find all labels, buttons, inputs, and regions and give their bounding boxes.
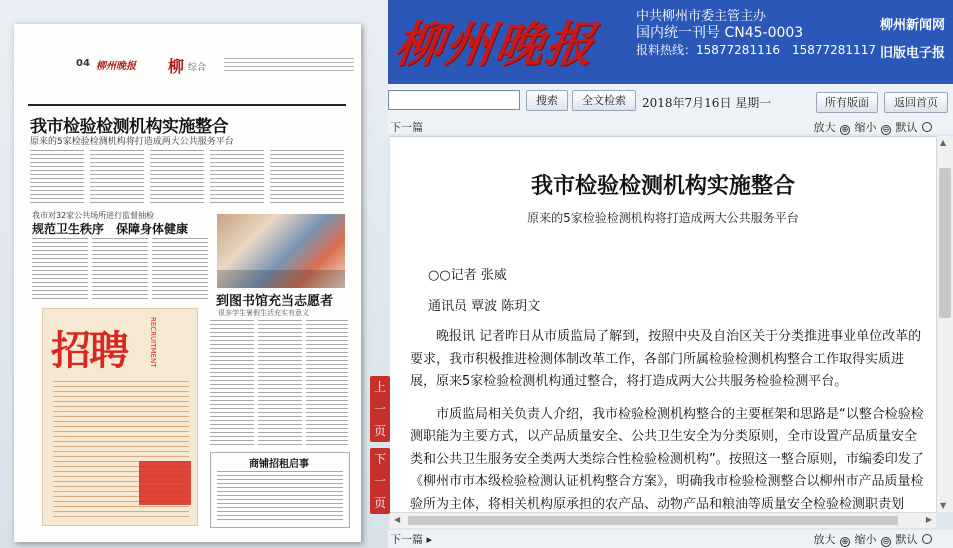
scroll-up-arrow-icon[interactable]: ▲ (940, 138, 947, 147)
recruitment-ad[interactable] (42, 308, 198, 526)
zoom-out-icon[interactable]: ⊖ (882, 537, 890, 546)
shop-rental-notice[interactable] (210, 452, 350, 528)
news-site-link[interactable]: 柳州新闻网 (879, 18, 945, 33)
article-paragraph: 晚报讯 记者昨日从市质监局了解到，按照中央及自治区关于分类推进事业单位改革的要求，我市积极推进检测体制改革工作，各部门所属检验检测机构整合工作取得实质进展，原来5家检验检测机构通过整合，将打造成两大公共服务检验检测平台。 (410, 329, 922, 389)
search-input[interactable] (388, 90, 520, 110)
thumb-text-column (306, 320, 348, 446)
zoom-out-label: 缩小 (854, 533, 877, 546)
newspaper-banner (388, 0, 953, 84)
hotline-text: 报料热线：15877281116 15877281117 (636, 43, 876, 57)
next-article-label: 下一篇 (390, 533, 423, 546)
page-rule (28, 104, 346, 106)
thumb-story2-title[interactable]: 规范卫生秩序 保障身体健康 (32, 222, 189, 236)
page-thumbnail-pane (0, 0, 388, 548)
shop-notice-title: 商铺招租启事 (249, 459, 309, 470)
masthead-logo: 柳州晚报 (391, 17, 600, 73)
thumb-story2-kicker: 我市对32家公共场所进行监督抽检 (32, 211, 155, 220)
prev-page-label: 上一页 (373, 380, 386, 438)
ad-english: RECRUITMENT (149, 317, 157, 368)
default-zoom-label: 默认 (895, 533, 918, 546)
ad-badge (139, 461, 191, 505)
zoom-controls-bottom (814, 531, 934, 547)
scroll-right-arrow-icon[interactable]: ▶ (925, 515, 932, 524)
shop-notice-text (217, 471, 343, 521)
issue-date: 2018年7月16日 星期一 (642, 96, 772, 110)
scroll-thumb[interactable] (939, 168, 951, 318)
default-zoom-icon[interactable] (922, 534, 932, 544)
zoom-out-label: 缩小 (854, 121, 877, 134)
hscroll-thumb[interactable] (408, 516, 898, 525)
old-edition-link[interactable]: 旧版电子报 (879, 46, 945, 61)
zoom-out-icon[interactable]: ⊖ (882, 125, 890, 134)
search-button[interactable]: 搜索 (526, 90, 568, 111)
thumb-news-photo (217, 214, 345, 288)
vertical-scrollbar[interactable] (936, 136, 953, 512)
article-paragraph: 市质监局相关负责人介绍，我市检验检测机构整合的主要框架和思路是“以整合检验检测职能为主要方式，以产品质量安全、公共卫生安全为分类原则，全市设置产品质量安全类和公共卫生服务安全类两大类综合性检验检测机构”。按照这一整合原则，市编委印发了《柳州市市本级检验检测认证机构整合方案》，明确我市检验检测整合以柳州市产品质量检验所为主体，将相关机构原承担的农产品、动物产品和粮油等质量安全检验检测职责划 (410, 406, 924, 512)
article-panel (390, 136, 936, 512)
newspaper-page-thumbnail[interactable] (14, 24, 361, 542)
article-controls-bottom (388, 530, 953, 548)
home-button[interactable]: 返回首页 (884, 92, 948, 113)
toolbar (388, 84, 953, 118)
all-pages-button[interactable]: 所有版面 (816, 92, 878, 113)
zoom-controls-top (814, 119, 934, 135)
thumb-text-column (152, 238, 208, 300)
cn-number: 国内统一刊号 CN45-0003 (636, 25, 804, 41)
prev-page-button[interactable] (370, 376, 390, 442)
scroll-left-arrow-icon[interactable]: ◀ (394, 515, 401, 524)
article-title: 我市检验检测机构实施整合 (530, 174, 795, 199)
thumb-story3-title[interactable]: 到图书馆充当志愿者 (216, 294, 334, 309)
article-correspondents: 通讯员 覃波 陈玥文 (428, 298, 541, 314)
article-subtitle: 原来的5家检验检测机构将打造成两大公共服务平台 (527, 211, 799, 225)
next-arrow-icon: ▸ (426, 533, 433, 546)
ad-title: 招聘 (51, 327, 127, 374)
thumb-text-column (30, 150, 84, 206)
page-header (76, 54, 361, 78)
next-page-button[interactable] (370, 448, 390, 514)
thumb-text-column (210, 150, 264, 206)
next-article-link-top[interactable]: 下一篇 (390, 121, 423, 134)
page-paper-logo: 柳州晚报 (96, 61, 136, 72)
page-section-mark: 柳 (168, 57, 185, 76)
scroll-down-arrow-icon[interactable]: ▼ (940, 501, 947, 510)
banner-links (880, 12, 945, 68)
article-body (410, 265, 926, 512)
default-zoom-icon[interactable] (922, 122, 932, 132)
thumb-text-column (210, 320, 254, 446)
zoom-in-icon[interactable]: ⊕ (841, 125, 849, 134)
article-reporter: ○○记者 张威 (428, 268, 507, 283)
thumb-text-column (150, 150, 204, 206)
zoom-in-icon[interactable]: ⊕ (841, 537, 849, 546)
thumb-text-column (32, 238, 88, 300)
thumb-story3-sub: 很多学生暑假生活充实有意义 (218, 309, 309, 317)
zoom-in-label: 放大 (813, 121, 836, 134)
thumb-text-column (92, 238, 148, 300)
thumb-text-column (258, 320, 302, 446)
default-zoom-label: 默认 (895, 121, 918, 134)
sponsor-text: 中共柳州市委主管主办 (636, 9, 767, 24)
page-section-name: 综合 (188, 63, 207, 73)
thumb-subhead: 原来的5家检验检测机构将打造成两大公共服务平台 (30, 137, 234, 147)
next-page-label: 下一页 (373, 452, 386, 510)
thumb-headline[interactable]: 我市检验检测机构实施整合 (30, 117, 228, 137)
article-controls-top (388, 118, 953, 134)
zoom-in-label: 放大 (813, 533, 836, 546)
page-meta-text (224, 58, 354, 72)
thumb-text-column (270, 150, 344, 206)
fulltext-search-button[interactable]: 全文检索 (572, 90, 636, 111)
thumb-text-column (90, 150, 144, 206)
page-number: 04 (76, 58, 90, 69)
horizontal-scrollbar[interactable] (390, 512, 936, 528)
next-article-link-bottom[interactable] (390, 531, 432, 547)
banner-info (636, 8, 876, 59)
